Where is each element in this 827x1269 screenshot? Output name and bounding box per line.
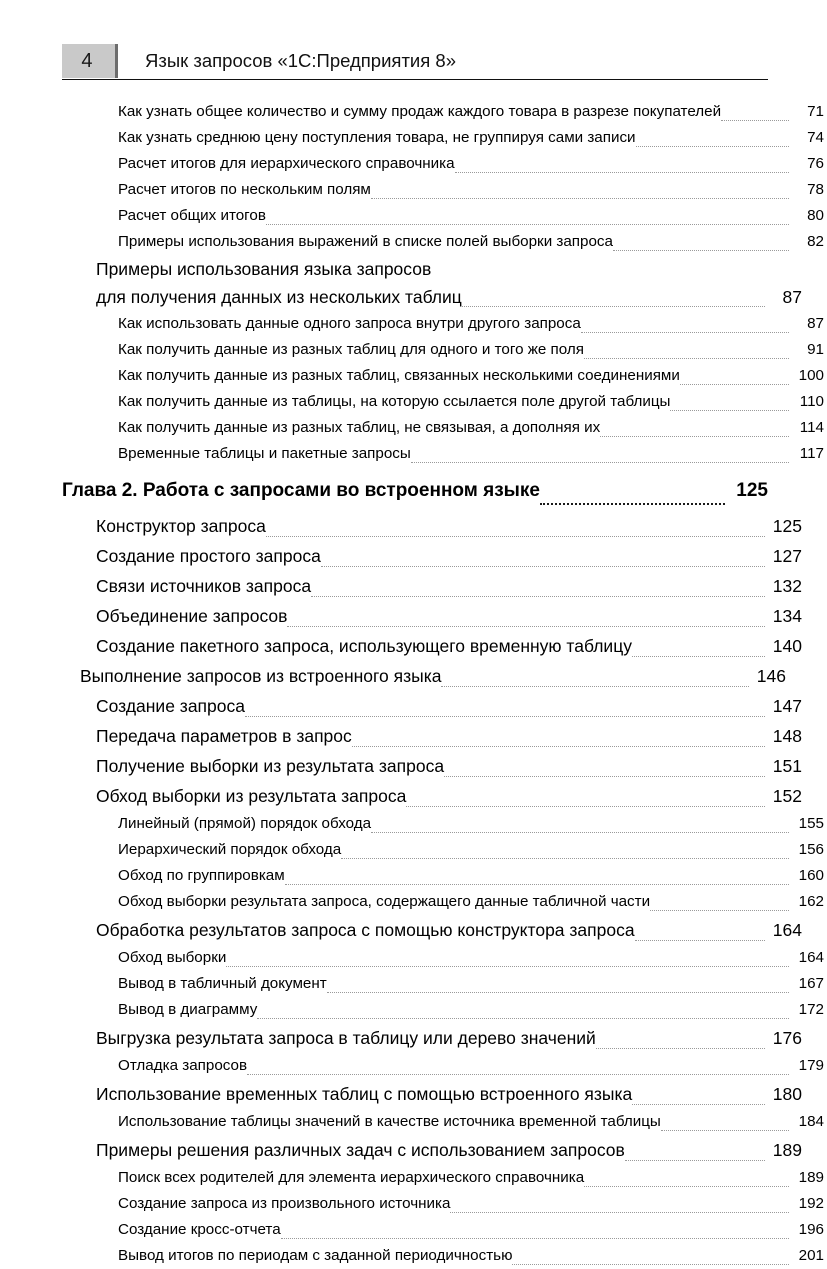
toc-entry-row[interactable] — [118, 311, 824, 337]
toc-entry-label: Обработка результатов запроса с помощью конструктора запроса — [96, 920, 635, 940]
toc-page-number: 125 — [772, 516, 802, 536]
toc-dot-leader — [635, 928, 765, 946]
toc-entry-label: Вывод итогов по периодам с заданной периодичностью — [118, 1247, 513, 1264]
toc-dot-leader — [226, 956, 789, 971]
toc-entry-row[interactable] — [118, 997, 824, 1023]
toc-dot-leader — [661, 1120, 789, 1135]
toc-entry-label: Обход выборки результата запроса, содержащего данные табличной части — [118, 893, 651, 910]
toc-page-number: 125 — [736, 480, 768, 501]
toc-entry-label: Объединение запросов — [96, 606, 288, 626]
toc-page-number: 164 — [772, 920, 802, 940]
toc-dot-leader — [680, 374, 789, 389]
toc-entry-row[interactable] — [118, 389, 824, 415]
toc-entry-row[interactable] — [118, 125, 824, 151]
toc-page-number: 71 — [807, 103, 824, 120]
toc-page-number: 140 — [772, 636, 802, 656]
toc-dot-leader — [625, 1148, 765, 1166]
toc-page-number: 82 — [807, 233, 824, 250]
toc-dot-leader — [632, 1092, 765, 1110]
toc-page-number: 76 — [807, 155, 824, 172]
toc-entry-row[interactable] — [118, 1109, 824, 1135]
toc-page-number: 78 — [807, 181, 824, 198]
toc-page-number: 100 — [798, 367, 824, 384]
toc-entry-row[interactable] — [80, 661, 786, 691]
toc-entry-label: Обход по группировкам — [118, 867, 285, 884]
toc-entry-label: Вывод в табличный документ — [118, 975, 327, 992]
toc-entry-label: Как получить данные из таблицы, на которую ссылается поле другой таблицы — [118, 393, 671, 410]
toc-dot-leader — [266, 214, 789, 229]
toc-entry-label: Создание простого запроса — [96, 546, 321, 566]
toc-dot-leader — [650, 900, 789, 915]
toc-page-number: 110 — [799, 393, 824, 410]
book-title: Язык запросов «1С:Предприятия 8» — [145, 50, 456, 71]
toc-entry-label: Расчет общих итогов — [118, 207, 266, 224]
toc-dot-leader — [285, 874, 789, 889]
toc-entry-label: Как получить данные из разных таблиц, связанных несколькими соединениями — [118, 367, 680, 384]
toc-entry-label: Создание запроса из произвольного источника — [118, 1195, 451, 1212]
toc-dot-leader — [721, 110, 789, 125]
toc-entry-row[interactable] — [96, 571, 802, 601]
toc-dot-leader — [462, 294, 765, 312]
page-number-box — [62, 44, 118, 78]
toc-page-number: 155 — [798, 815, 824, 832]
toc-page-number: 117 — [799, 445, 824, 462]
toc-entry-label: Использование временных таблиц с помощью встроенного языка — [96, 1084, 633, 1104]
toc-entry-row[interactable] — [118, 971, 824, 997]
toc-page-number: 160 — [798, 867, 824, 884]
toc-entry-label: Как узнать общее количество и сумму продаж каждого товара в разрезе покупателей — [118, 103, 722, 120]
toc-page-number: 156 — [798, 841, 824, 858]
toc-entry-row[interactable] — [118, 99, 824, 125]
toc-entry-label: Примеры использования выражений в списке полей выборки запроса — [118, 233, 613, 250]
toc-entry-label: Линейный (прямой) порядок обхода — [118, 815, 372, 832]
toc-entry-row[interactable] — [118, 1053, 824, 1079]
toc-page-number: 172 — [798, 1001, 824, 1018]
toc-entry-label-continued: для получения данных из нескольких таблиц — [96, 287, 462, 307]
table-of-contents — [62, 99, 824, 1269]
toc-entry-label: Расчет итогов по нескольким полям — [118, 181, 371, 198]
toc-dot-leader — [287, 614, 765, 632]
toc-entry-row[interactable] — [96, 691, 802, 721]
toc-entry-label: Конструктор запроса — [96, 516, 266, 536]
toc-entry-label: Временные таблицы и пакетные запросы — [118, 445, 411, 462]
toc-dot-leader — [584, 348, 789, 363]
toc-entry-label: Создание пакетного запроса, использующего временную таблицу — [96, 636, 632, 656]
toc-entry-label: Использование таблицы значений в качестве источника временной таблицы — [118, 1113, 661, 1130]
toc-page-number: 189 — [798, 1169, 824, 1186]
toc-dot-leader — [245, 704, 765, 722]
toc-dot-leader — [247, 1064, 789, 1079]
toc-entry-row[interactable] — [96, 781, 802, 811]
toc-entry-label: Передача параметров в запрос — [96, 726, 352, 746]
toc-page-number: 152 — [772, 786, 802, 806]
toc-entry-label: Отладка запросов — [118, 1057, 248, 1074]
toc-dot-leader — [581, 322, 789, 337]
toc-page-number: 201 — [798, 1247, 824, 1264]
toc-entry-row[interactable] — [118, 151, 824, 177]
toc-page-number: 87 — [807, 315, 824, 332]
toc-page-number: 189 — [772, 1140, 802, 1160]
toc-entry-label: Примеры решения различных задач с использованием запросов — [96, 1140, 625, 1160]
toc-entry-label: Как получить данные из разных таблиц, не связывая, а дополняя их — [118, 419, 601, 436]
running-header — [62, 44, 768, 80]
toc-page-number: 184 — [798, 1113, 824, 1130]
toc-entry-row[interactable] — [118, 415, 824, 441]
toc-dot-leader — [444, 764, 765, 782]
toc-entry-row[interactable] — [118, 177, 824, 203]
toc-dot-leader — [352, 734, 765, 752]
toc-entry-row[interactable] — [118, 337, 824, 363]
toc-dot-leader — [411, 452, 789, 467]
toc-page-number: 162 — [798, 893, 824, 910]
toc-entry-row[interactable] — [96, 541, 802, 571]
toc-entry-label: Глава 2. Работа с запросами во встроенном языке — [62, 480, 540, 501]
toc-page-number: 164 — [798, 949, 824, 966]
toc-entry-row[interactable] — [118, 1165, 824, 1191]
toc-page-number: 74 — [807, 129, 824, 146]
toc-page-number: 196 — [798, 1221, 824, 1238]
toc-dot-leader — [371, 822, 789, 837]
toc-page-number: 80 — [807, 207, 824, 224]
toc-entry-row[interactable] — [118, 889, 824, 915]
toc-page-number: 147 — [772, 696, 802, 716]
toc-entry-row[interactable] — [96, 511, 802, 541]
toc-entry-row[interactable] — [96, 1135, 802, 1165]
toc-entry-row[interactable] — [118, 1191, 824, 1217]
header-divider — [62, 79, 768, 80]
toc-entry-label: Обход выборки из результата запроса — [96, 786, 407, 806]
toc-entry-label: Расчет итогов для иерархического справочника — [118, 155, 455, 172]
toc-entry-label: Вывод в диаграмму — [118, 1001, 258, 1018]
toc-page-number: 148 — [772, 726, 802, 746]
toc-entry-label: Поиск всех родителей для элемента иерархического справочника — [118, 1169, 585, 1186]
toc-entry-label: Обход выборки — [118, 949, 227, 966]
toc-dot-leader — [311, 584, 765, 602]
toc-entry-label: Как использовать данные одного запроса внутри другого запроса — [118, 315, 581, 332]
toc-entry-row[interactable] — [118, 1217, 824, 1243]
toc-page-number: 87 — [782, 287, 802, 307]
toc-dot-leader — [341, 848, 789, 863]
toc-entry-label: Выгрузка результата запроса в таблицу или дерево значений — [96, 1028, 596, 1048]
toc-page-number: 91 — [807, 341, 824, 358]
toc-dot-leader — [327, 982, 789, 997]
toc-dot-leader — [584, 1176, 789, 1191]
toc-entry-label: Связи источников запроса — [96, 576, 312, 596]
toc-dot-leader — [636, 136, 789, 151]
toc-dot-leader — [281, 1228, 789, 1243]
toc-dot-leader — [455, 162, 789, 177]
toc-page-number: 180 — [772, 1084, 802, 1104]
toc-entry-label: Выполнение запросов из встроенного языка — [80, 666, 442, 686]
toc-entry-label: Примеры использования языка запросов — [96, 259, 432, 279]
toc-entry-row[interactable] — [96, 1023, 802, 1053]
toc-dot-leader — [632, 644, 765, 662]
toc-entry-row[interactable] — [118, 863, 824, 889]
toc-page-number: 179 — [798, 1057, 824, 1074]
toc-dot-leader — [441, 674, 749, 692]
toc-entry-label: Как получить данные из разных таблиц для одного и того же поля — [118, 341, 584, 358]
toc-entry-row[interactable] — [96, 631, 802, 661]
toc-dot-leader — [266, 524, 765, 542]
page-number: 4 — [81, 50, 93, 72]
toc-entry-label: Создание кросс-отчета — [118, 1221, 281, 1238]
toc-entry-row[interactable] — [96, 601, 802, 631]
toc-dot-leader — [257, 1008, 789, 1023]
toc-dot-leader — [600, 426, 789, 441]
toc-page-number: 127 — [772, 546, 802, 566]
toc-entry-row[interactable] — [96, 915, 802, 945]
toc-entry-second-line — [96, 283, 802, 311]
toc-entry-label: Получение выборки из результата запроса — [96, 756, 445, 776]
toc-entry-row[interactable] — [96, 255, 802, 311]
toc-entry-label: Иерархический порядок обхода — [118, 841, 342, 858]
toc-entry-row[interactable] — [96, 721, 802, 751]
toc-dot-leader — [512, 1254, 789, 1269]
toc-dot-leader — [613, 240, 789, 255]
toc-page-number: 132 — [772, 576, 802, 596]
toc-dot-leader — [321, 554, 765, 572]
toc-entry-label: Как узнать среднюю цену поступления товара, не группируя сами записи — [118, 129, 636, 146]
toc-entry-row[interactable] — [118, 1243, 824, 1269]
toc-dot-leader — [450, 1202, 789, 1217]
toc-entry-row[interactable] — [118, 945, 824, 971]
toc-page-number: 114 — [799, 419, 824, 436]
toc-entry-row[interactable] — [118, 363, 824, 389]
toc-page-number: 151 — [772, 756, 802, 776]
toc-entry-row[interactable] — [118, 441, 824, 467]
toc-entry-row[interactable] — [118, 203, 824, 229]
toc-dot-leader — [406, 794, 765, 812]
toc-page-number: 192 — [798, 1195, 824, 1212]
toc-page-number: 176 — [772, 1028, 802, 1048]
toc-chapter-row[interactable] — [62, 467, 768, 511]
toc-entry-row[interactable] — [118, 811, 824, 837]
toc-entry-row[interactable] — [118, 837, 824, 863]
toc-page-number: 146 — [756, 666, 786, 686]
toc-dot-leader — [540, 492, 725, 511]
toc-entry-row[interactable] — [118, 229, 824, 255]
toc-page-number: 134 — [772, 606, 802, 626]
toc-dot-leader — [596, 1036, 765, 1054]
toc-entry-label: Создание запроса — [96, 696, 245, 716]
toc-dot-leader — [371, 188, 789, 203]
toc-dot-leader — [670, 400, 789, 415]
toc-page-number: 167 — [798, 975, 824, 992]
toc-entry-row[interactable] — [96, 751, 802, 781]
toc-entry-row[interactable] — [96, 1079, 802, 1109]
